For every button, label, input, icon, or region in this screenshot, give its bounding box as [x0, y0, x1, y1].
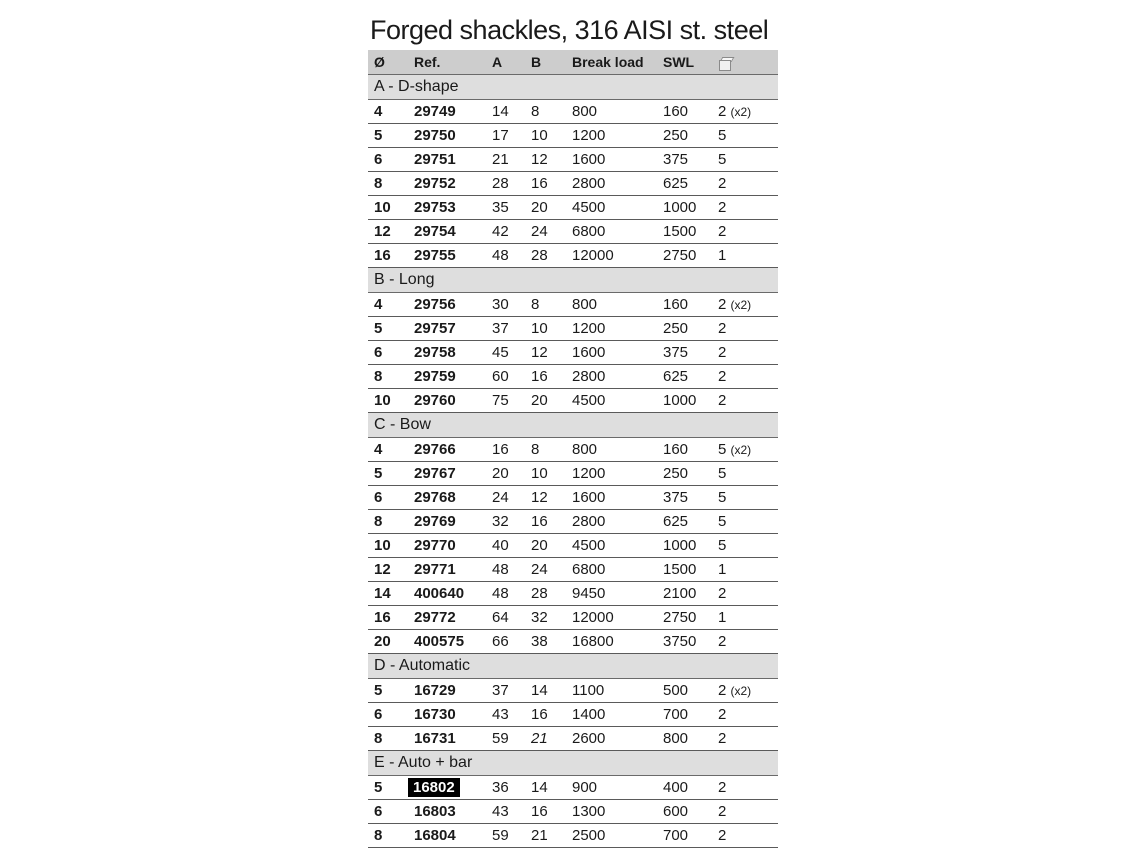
- cell-b: 12: [525, 148, 566, 172]
- cell-diameter: 5: [368, 776, 408, 800]
- header-b: B: [525, 50, 566, 75]
- cell-pack-qty: [712, 679, 778, 703]
- cell-ref: 29771: [408, 558, 486, 582]
- cell-ref: 16730: [408, 703, 486, 727]
- cell-diameter: 4: [368, 100, 408, 124]
- pack-qty-value: 5: [718, 127, 727, 144]
- table-row: [368, 244, 778, 268]
- pack-qty-value: 1: [718, 609, 727, 626]
- cell-a: 48: [486, 558, 525, 582]
- cell-diameter: 6: [368, 800, 408, 824]
- cell-swl: 1500: [657, 220, 712, 244]
- cell-a: 21: [486, 148, 525, 172]
- pack-qty-value: 2: [718, 175, 727, 192]
- pack-qty-value: 2: [718, 320, 727, 337]
- cell-break-load: 800: [566, 438, 657, 462]
- cell-b: 10: [525, 124, 566, 148]
- table-row: [368, 220, 778, 244]
- cell-ref: 29759: [408, 365, 486, 389]
- cell-break-load: 1200: [566, 317, 657, 341]
- cell-b: 28: [525, 582, 566, 606]
- cell-a: 16: [486, 438, 525, 462]
- table-row: [368, 196, 778, 220]
- pack-qty-value: 1: [718, 561, 727, 578]
- cell-a: 37: [486, 679, 525, 703]
- table-row: [368, 727, 778, 751]
- cell-break-load: 1600: [566, 148, 657, 172]
- pack-qty-value: 2: [718, 779, 727, 796]
- cell-b: 10: [525, 317, 566, 341]
- cell-swl: 250: [657, 462, 712, 486]
- cell-ref: 29772: [408, 606, 486, 630]
- cell-b: 24: [525, 220, 566, 244]
- cell-ref: 29750: [408, 124, 486, 148]
- cell-break-load: 800: [566, 293, 657, 317]
- cell-swl: 1000: [657, 534, 712, 558]
- cell-ref: 16804: [408, 824, 486, 848]
- table-row: [368, 462, 778, 486]
- cell-diameter: 10: [368, 389, 408, 413]
- section-title: C - Bow: [368, 413, 778, 438]
- cell-swl: 2100: [657, 582, 712, 606]
- table-row: [368, 100, 778, 124]
- cell-a: 75: [486, 389, 525, 413]
- cell-b: 16: [525, 703, 566, 727]
- cell-diameter: 20: [368, 630, 408, 654]
- pack-qty-value: 2: [718, 633, 727, 650]
- cell-pack-qty: [712, 606, 778, 630]
- cell-swl: 2750: [657, 606, 712, 630]
- cell-a: 36: [486, 776, 525, 800]
- pack-qty-value: 2: [718, 803, 727, 820]
- header-row: [368, 50, 778, 75]
- table-row: [368, 124, 778, 148]
- pack-qty-value: 5: [718, 513, 727, 530]
- table-row: [368, 317, 778, 341]
- cell-b: 8: [525, 438, 566, 462]
- cell-b: 10: [525, 462, 566, 486]
- shackle-table: [368, 50, 778, 848]
- cell-ref: 29767: [408, 462, 486, 486]
- cell-swl: 375: [657, 148, 712, 172]
- cell-swl: 625: [657, 172, 712, 196]
- cell-break-load: 900: [566, 776, 657, 800]
- cell-break-load: 16800: [566, 630, 657, 654]
- cell-break-load: 4500: [566, 389, 657, 413]
- cell-diameter: 16: [368, 606, 408, 630]
- table-row: [368, 776, 778, 800]
- cell-ref: 29749: [408, 100, 486, 124]
- header-pack: [712, 50, 778, 75]
- cell-swl: 375: [657, 341, 712, 365]
- table-row: [368, 389, 778, 413]
- cell-a: 30: [486, 293, 525, 317]
- table-row: [368, 606, 778, 630]
- pack-multiplier: (x2): [730, 298, 752, 312]
- cell-swl: 160: [657, 293, 712, 317]
- cell-a: 43: [486, 800, 525, 824]
- cell-swl: 1000: [657, 389, 712, 413]
- cell-break-load: 2800: [566, 365, 657, 389]
- catalog-page: [368, 10, 780, 848]
- highlighted-ref: 16802: [408, 778, 460, 797]
- cell-ref: 29756: [408, 293, 486, 317]
- pack-qty-value: 2: [718, 199, 727, 216]
- cell-diameter: 12: [368, 558, 408, 582]
- cell-swl: 600: [657, 800, 712, 824]
- cell-diameter: 8: [368, 172, 408, 196]
- cell-ref: 29751: [408, 148, 486, 172]
- cell-ref: 29768: [408, 486, 486, 510]
- cell-ref: [408, 776, 486, 800]
- cell-break-load: 6800: [566, 220, 657, 244]
- cell-pack-qty: [712, 534, 778, 558]
- header-break-load: Break load: [566, 50, 657, 75]
- table-row: [368, 341, 778, 365]
- cell-break-load: 12000: [566, 244, 657, 268]
- cell-b: 16: [525, 172, 566, 196]
- cell-ref: 29766: [408, 438, 486, 462]
- cell-b: 16: [525, 365, 566, 389]
- cell-break-load: 6800: [566, 558, 657, 582]
- cell-a: 59: [486, 824, 525, 848]
- cell-b: 8: [525, 293, 566, 317]
- cell-diameter: 8: [368, 365, 408, 389]
- cell-break-load: 4500: [566, 196, 657, 220]
- cell-break-load: 2500: [566, 824, 657, 848]
- cell-swl: 700: [657, 824, 712, 848]
- cell-pack-qty: [712, 800, 778, 824]
- cell-diameter: 8: [368, 727, 408, 751]
- cell-ref: 16803: [408, 800, 486, 824]
- pack-qty-value: 5: [718, 151, 727, 168]
- cell-diameter: 8: [368, 824, 408, 848]
- cell-b: 16: [525, 800, 566, 824]
- cell-a: 43: [486, 703, 525, 727]
- cell-pack-qty: [712, 389, 778, 413]
- section-title: B - Long: [368, 268, 778, 293]
- pack-multiplier: (x2): [730, 443, 752, 457]
- cell-break-load: 2600: [566, 727, 657, 751]
- cell-diameter: 6: [368, 148, 408, 172]
- table-row: [368, 679, 778, 703]
- cell-ref: 29760: [408, 389, 486, 413]
- cell-pack-qty: [712, 220, 778, 244]
- cell-b: 24: [525, 558, 566, 582]
- cell-break-load: 1400: [566, 703, 657, 727]
- section-row: [368, 75, 778, 100]
- cell-a: 42: [486, 220, 525, 244]
- cell-ref: 16729: [408, 679, 486, 703]
- cell-pack-qty: [712, 172, 778, 196]
- cell-break-load: 1300: [566, 800, 657, 824]
- cell-b: 28: [525, 244, 566, 268]
- cell-b: 12: [525, 341, 566, 365]
- cell-ref: 400575: [408, 630, 486, 654]
- cell-swl: 160: [657, 438, 712, 462]
- cell-ref: 29755: [408, 244, 486, 268]
- cell-break-load: 2800: [566, 172, 657, 196]
- cell-a: 64: [486, 606, 525, 630]
- cell-b: 21: [525, 824, 566, 848]
- cell-swl: 700: [657, 703, 712, 727]
- cell-pack-qty: [712, 196, 778, 220]
- cell-break-load: 1600: [566, 486, 657, 510]
- cell-a: 66: [486, 630, 525, 654]
- cell-ref: 29770: [408, 534, 486, 558]
- cell-diameter: 16: [368, 244, 408, 268]
- cell-ref: 29754: [408, 220, 486, 244]
- cell-diameter: 8: [368, 510, 408, 534]
- table-row: [368, 510, 778, 534]
- cell-b: 20: [525, 196, 566, 220]
- cell-diameter: 5: [368, 124, 408, 148]
- section-title: E - Auto + bar: [368, 751, 778, 776]
- pack-qty-value: 5: [718, 465, 727, 482]
- table-row: [368, 582, 778, 606]
- pack-qty-value: 2: [718, 296, 727, 313]
- pack-qty-value: 2: [718, 368, 727, 385]
- cell-pack-qty: [712, 462, 778, 486]
- cell-ref: 400640: [408, 582, 486, 606]
- cell-pack-qty: [712, 703, 778, 727]
- cell-diameter: 10: [368, 196, 408, 220]
- cell-swl: 400: [657, 776, 712, 800]
- cell-swl: 2750: [657, 244, 712, 268]
- cell-break-load: 9450: [566, 582, 657, 606]
- cell-ref: 29758: [408, 341, 486, 365]
- header-a: A: [486, 50, 525, 75]
- cell-diameter: 14: [368, 582, 408, 606]
- cell-pack-qty: [712, 558, 778, 582]
- section-title: D - Automatic: [368, 654, 778, 679]
- cell-b: 14: [525, 679, 566, 703]
- cell-pack-qty: [712, 148, 778, 172]
- cell-a: 60: [486, 365, 525, 389]
- cell-swl: 800: [657, 727, 712, 751]
- table-row: [368, 800, 778, 824]
- cell-diameter: 5: [368, 679, 408, 703]
- pack-multiplier: (x2): [730, 684, 752, 698]
- table-row: [368, 438, 778, 462]
- header-diameter: Ø: [368, 50, 408, 75]
- cell-diameter: 4: [368, 293, 408, 317]
- pack-qty-value: 2: [718, 223, 727, 240]
- pack-qty-value: 5: [718, 489, 727, 506]
- header-swl: SWL: [657, 50, 712, 75]
- table-row: [368, 630, 778, 654]
- pack-qty-value: 1: [718, 247, 727, 264]
- cell-swl: 375: [657, 486, 712, 510]
- cell-swl: 160: [657, 100, 712, 124]
- pack-qty-value: 2: [718, 392, 727, 409]
- cell-pack-qty: [712, 293, 778, 317]
- cell-a: 20: [486, 462, 525, 486]
- pack-qty-value: 2: [718, 827, 727, 844]
- cell-pack-qty: [712, 438, 778, 462]
- pack-qty-value: 2: [718, 730, 727, 747]
- cell-swl: 625: [657, 365, 712, 389]
- table-row: [368, 558, 778, 582]
- cell-break-load: 1100: [566, 679, 657, 703]
- pack-qty-value: 5: [718, 441, 727, 458]
- cell-a: 48: [486, 582, 525, 606]
- page-title: Forged shackles, 316 AISI st. steel: [370, 15, 769, 45]
- cell-b: 12: [525, 486, 566, 510]
- pack-qty-value: 2: [718, 585, 727, 602]
- cell-diameter: 6: [368, 341, 408, 365]
- section-title: A - D-shape: [368, 75, 778, 100]
- cell-diameter: 5: [368, 317, 408, 341]
- pack-qty-value: 5: [718, 537, 727, 554]
- cell-a: 24: [486, 486, 525, 510]
- cell-b: 32: [525, 606, 566, 630]
- table-row: [368, 172, 778, 196]
- section-row: [368, 413, 778, 438]
- cell-diameter: 6: [368, 486, 408, 510]
- table-row: [368, 824, 778, 848]
- cell-pack-qty: [712, 365, 778, 389]
- cell-swl: 1000: [657, 196, 712, 220]
- cell-pack-qty: [712, 776, 778, 800]
- cell-b: 16: [525, 510, 566, 534]
- cell-break-load: 1200: [566, 462, 657, 486]
- table-row: [368, 365, 778, 389]
- cell-pack-qty: [712, 582, 778, 606]
- pack-multiplier: (x2): [730, 105, 752, 119]
- cell-swl: 3750: [657, 630, 712, 654]
- cell-ref: 29752: [408, 172, 486, 196]
- pack-qty-value: 2: [718, 344, 727, 361]
- cell-swl: 625: [657, 510, 712, 534]
- cell-a: 32: [486, 510, 525, 534]
- table-row: [368, 703, 778, 727]
- cell-b: 20: [525, 389, 566, 413]
- cell-b: 8: [525, 100, 566, 124]
- cell-pack-qty: [712, 341, 778, 365]
- table-row: [368, 148, 778, 172]
- cell-pack-qty: [712, 100, 778, 124]
- package-box-icon: [718, 56, 732, 70]
- cell-break-load: 2800: [566, 510, 657, 534]
- cell-pack-qty: [712, 510, 778, 534]
- table-row: [368, 293, 778, 317]
- table-row: [368, 486, 778, 510]
- cell-b: 21: [525, 727, 566, 751]
- cell-ref: 16731: [408, 727, 486, 751]
- cell-diameter: 5: [368, 462, 408, 486]
- cell-swl: 1500: [657, 558, 712, 582]
- cell-break-load: 1600: [566, 341, 657, 365]
- cell-a: 40: [486, 534, 525, 558]
- pack-qty-value: 2: [718, 103, 727, 120]
- cell-diameter: 4: [368, 438, 408, 462]
- cell-pack-qty: [712, 124, 778, 148]
- cell-a: 35: [486, 196, 525, 220]
- cell-a: 45: [486, 341, 525, 365]
- cell-a: 28: [486, 172, 525, 196]
- cell-a: 59: [486, 727, 525, 751]
- header-ref: Ref.: [408, 50, 486, 75]
- cell-swl: 250: [657, 124, 712, 148]
- table-row: [368, 534, 778, 558]
- cell-b: 38: [525, 630, 566, 654]
- cell-swl: 500: [657, 679, 712, 703]
- section-row: [368, 751, 778, 776]
- cell-a: 37: [486, 317, 525, 341]
- cell-a: 48: [486, 244, 525, 268]
- section-row: [368, 654, 778, 679]
- cell-ref: 29757: [408, 317, 486, 341]
- cell-a: 14: [486, 100, 525, 124]
- cell-pack-qty: [712, 317, 778, 341]
- cell-pack-qty: [712, 244, 778, 268]
- cell-a: 17: [486, 124, 525, 148]
- section-row: [368, 268, 778, 293]
- pack-qty-value: 2: [718, 682, 727, 699]
- cell-b: 20: [525, 534, 566, 558]
- cell-pack-qty: [712, 824, 778, 848]
- cell-diameter: 12: [368, 220, 408, 244]
- cell-break-load: 800: [566, 100, 657, 124]
- cell-break-load: 4500: [566, 534, 657, 558]
- cell-break-load: 12000: [566, 606, 657, 630]
- cell-ref: 29769: [408, 510, 486, 534]
- cell-pack-qty: [712, 630, 778, 654]
- cell-break-load: 1200: [566, 124, 657, 148]
- cell-diameter: 6: [368, 703, 408, 727]
- cell-ref: 29753: [408, 196, 486, 220]
- cell-pack-qty: [712, 486, 778, 510]
- cell-b: 14: [525, 776, 566, 800]
- cell-diameter: 10: [368, 534, 408, 558]
- cell-swl: 250: [657, 317, 712, 341]
- cell-pack-qty: [712, 727, 778, 751]
- table-body: [368, 75, 778, 848]
- pack-qty-value: 2: [718, 706, 727, 723]
